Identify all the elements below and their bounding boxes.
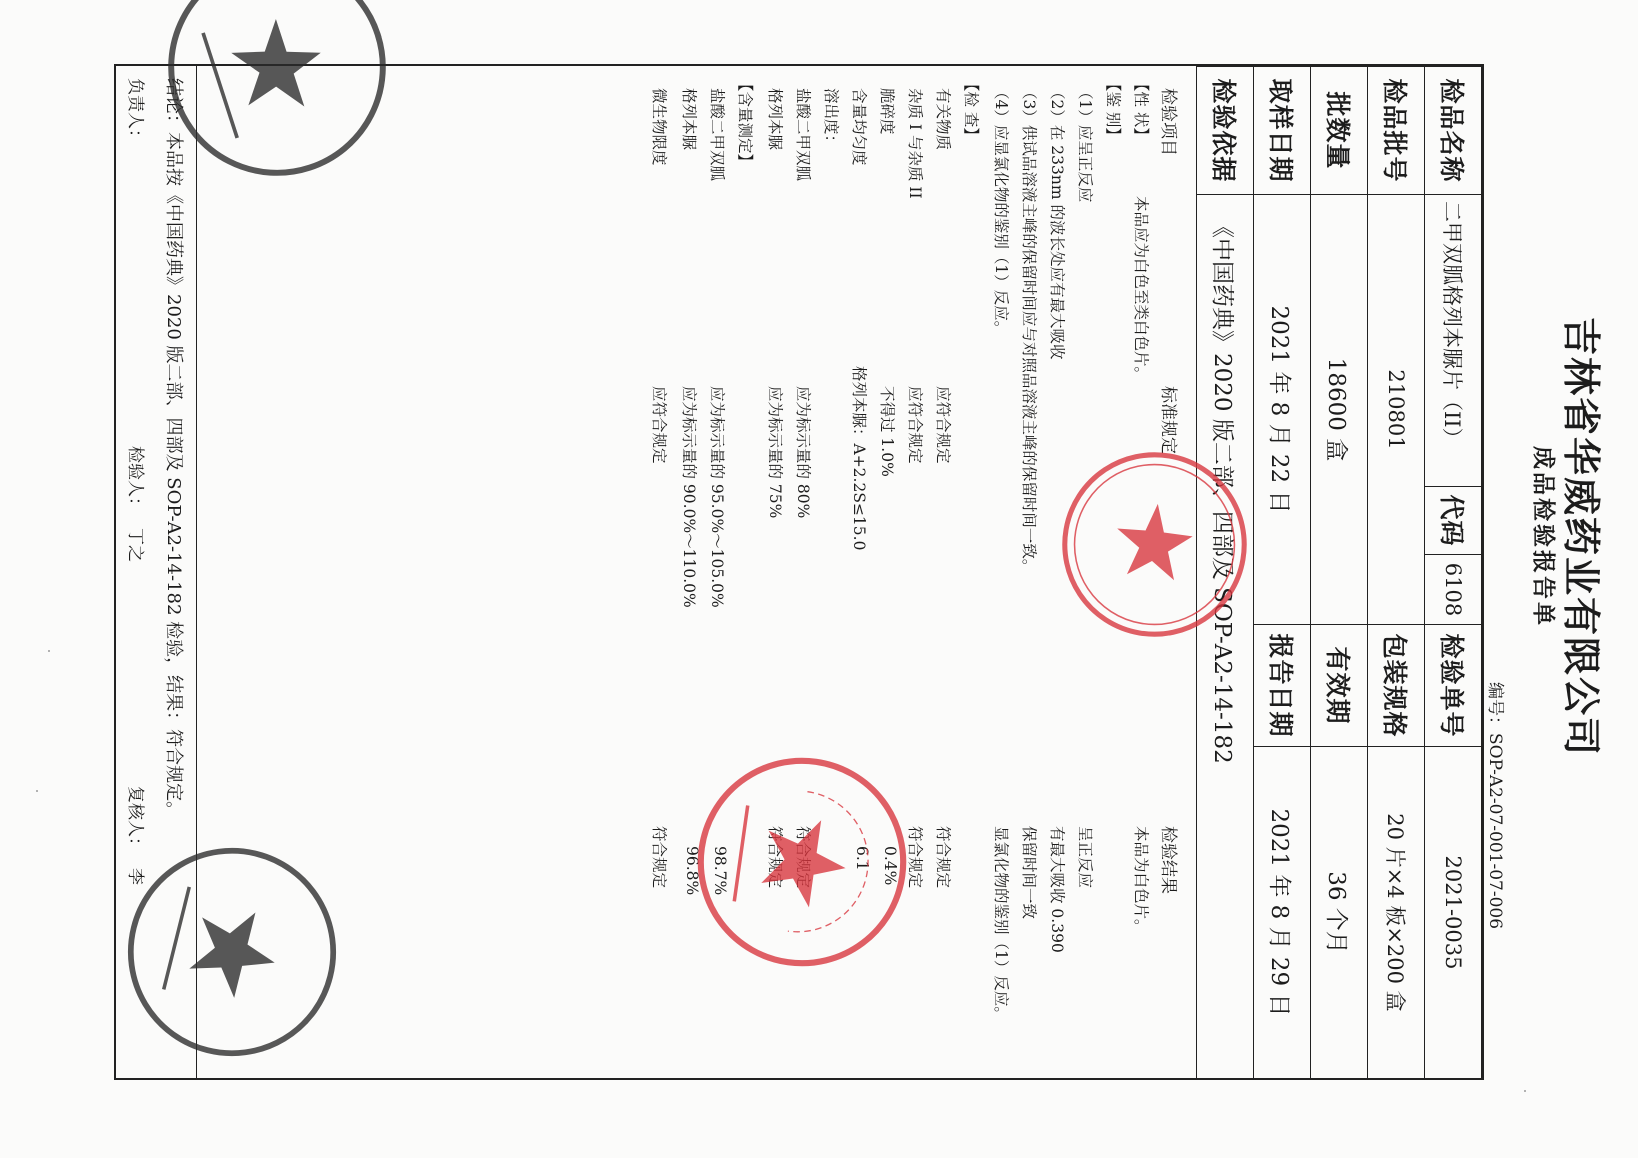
ident-result-1: 呈正反应 <box>1076 826 1094 889</box>
batch-no-label: 检品批号 <box>1368 67 1425 195</box>
character-standard: 本品应为白色至类白色片。 <box>1132 196 1150 383</box>
assay-result-1: 98.7% <box>711 846 729 896</box>
col-head-result: 检验结果 <box>1158 826 1178 894</box>
checker-name: 李 <box>125 868 145 885</box>
report-page <box>92 0 1612 1082</box>
col-head-item: 检验项目 <box>1158 88 1178 156</box>
check-standard-6: 应为标示量的 80% <box>794 386 812 519</box>
ident-row-2: （2）在 233nm 的波长处应有最大吸收 <box>1048 84 1066 360</box>
sample-date-label: 取样日期 <box>1254 67 1311 195</box>
character-result: 本品为白色片。 <box>1132 826 1150 935</box>
code-label: 代码 <box>1425 487 1482 555</box>
check-standard-7: 应为标示量的 75% <box>766 386 784 519</box>
sample-date-value: 2021 年 8 月 22 日 <box>1254 195 1311 625</box>
check-item-7: 格列本脲 <box>766 88 784 151</box>
check-item-4: 含量均匀度 <box>850 88 868 166</box>
product-name-value: 二甲双胍格列本脲片（II） <box>1425 195 1482 487</box>
check-item-5: 溶出度： <box>822 88 840 151</box>
basis-label: 检验依据 <box>1197 67 1254 195</box>
check-result-2: 符合规定 <box>906 826 924 889</box>
company-title: 吉林省华威药业有限公司 <box>1559 316 1604 757</box>
check-result-1: 符合规定 <box>934 826 952 889</box>
package-spec-value: 20 片×4 板×200 盒 <box>1368 747 1425 1079</box>
validity-value: 36 个月 <box>1311 747 1368 1079</box>
report-date-value: 2021 年 8 月 29 日 <box>1254 747 1311 1079</box>
inspection-no-value: 2021-0035 <box>1425 747 1482 1079</box>
scan-speck <box>1524 1090 1526 1092</box>
batch-no-value: 210801 <box>1368 195 1425 625</box>
microbe-result: 符合规定 <box>650 826 668 889</box>
inspector-name: 丁之 <box>125 528 145 562</box>
check-item-1: 有关物质 <box>934 88 952 151</box>
document-number: 编号：SOP-A2-07-001-07-006 <box>1485 682 1505 930</box>
microbe-standard: 应符合规定 <box>650 386 668 464</box>
ident-row-3: （3）供试品溶液主峰的保留时间应与对照品溶液主峰的保留时间一致。 <box>1020 84 1038 575</box>
check-item-3: 脆碎度 <box>878 88 896 135</box>
reviewer-label: 负责人： <box>125 78 145 146</box>
batch-qty-label: 批数量 <box>1311 67 1368 195</box>
ident-row-1: （1）应呈正反应 <box>1076 84 1094 203</box>
scan-speck <box>36 790 38 792</box>
identification-heading: 【鉴 别】 <box>1104 76 1122 143</box>
col-head-standard: 标准规定 <box>1158 386 1178 454</box>
assay-standard-1: 应为标示量的 95.0%～105.0% <box>708 386 726 608</box>
check-item-6: 盐酸二甲双胍 <box>794 88 812 182</box>
red-seal-lower-graphic <box>678 738 926 986</box>
check-result-4: 6.1 <box>853 846 871 871</box>
check-standard-4: 格列本脲：A+2.2S≤15.0 <box>850 366 868 551</box>
red-seal-upper <box>1039 429 1270 660</box>
microbe-item: 微生物限度 <box>650 88 668 166</box>
ident-row-4: （4）应显氯化物的鉴别（1）反应。 <box>992 84 1010 337</box>
assay-item-2: 格列本脲 <box>680 88 698 151</box>
validity-label: 有效期 <box>1311 625 1368 747</box>
conclusion-text: 结论：本品按《中国药典》2020 版二部、四部及 SOP-A2-14-182 检验，结果：符合规定。 <box>163 78 184 820</box>
report-title: 成品检验报告单 <box>1530 446 1557 628</box>
check-item-2: 杂质 I 与杂质 II <box>906 88 924 199</box>
ident-result-4: 显氯化物的鉴别（1）反应。 <box>992 826 1010 1022</box>
inspection-no-label: 检验单号 <box>1425 625 1482 747</box>
code-value: 6108 <box>1425 555 1482 625</box>
character-heading: 【性 状】 <box>1132 76 1150 143</box>
basis-value: 《中国药典》2020 版二部、四部及 SOP-A2-14-182 <box>1197 195 1254 1079</box>
red-seal-upper-graphic <box>1039 429 1270 660</box>
assay-heading: 【含量测定】 <box>736 76 754 170</box>
ident-result-3: 保留时间一致 <box>1020 826 1038 920</box>
check-standard-1: 应符合规定 <box>934 386 952 464</box>
inspector-label: 检验人： <box>125 446 145 514</box>
reviewer-signature <box>125 78 150 146</box>
red-seal-lower <box>678 738 926 986</box>
check-standard-2: 应符合规定 <box>906 386 924 464</box>
check-result-7: 符合规定 <box>766 826 784 889</box>
assay-result-2: 96.8% <box>683 846 701 896</box>
scan-speck <box>48 650 50 652</box>
product-name-label: 检品名称 <box>1425 67 1482 195</box>
check-result-3: 0.4% <box>881 846 899 886</box>
assay-item-1: 盐酸二甲双胍 <box>708 88 726 182</box>
assay-standard-2: 应为标示量的 90.0%～110.0% <box>680 386 698 608</box>
checks-heading: 【检 查】 <box>962 76 980 143</box>
report-date-label: 报告日期 <box>1254 625 1311 747</box>
checker-label: 复核人： <box>125 786 145 854</box>
check-standard-3: 不得过 1.0% <box>878 386 896 477</box>
inspector-signature <box>125 446 150 562</box>
batch-qty-value: 18600 盒 <box>1311 195 1368 625</box>
ident-result-2: 有最大吸收 0.390 <box>1048 826 1066 953</box>
package-spec-label: 包装规格 <box>1368 625 1425 747</box>
